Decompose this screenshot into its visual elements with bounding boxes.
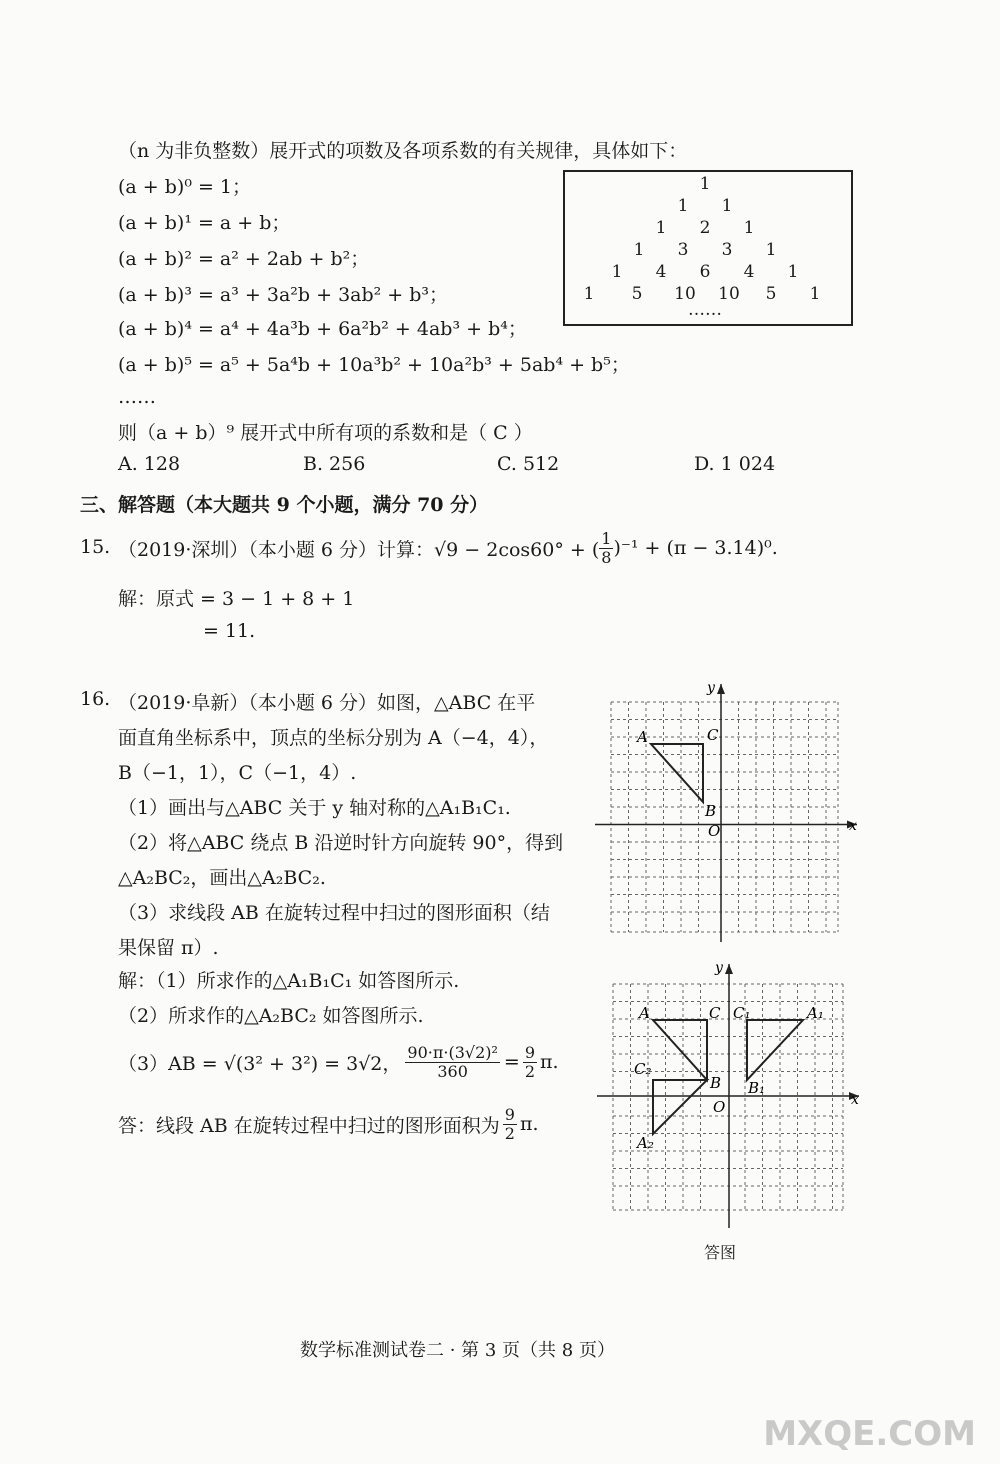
q16-solution-2: （2）所求作的△A₂BC₂ 如答图所示. [118, 1005, 424, 1027]
pascal-number: 6 [699, 262, 711, 282]
pascal-number: 1 [787, 262, 799, 282]
pascal-number: 10 [674, 284, 696, 304]
label-b: B [705, 802, 717, 820]
pascal-number: 1 [583, 284, 595, 304]
pascal-number: 1 [633, 240, 645, 260]
label-b1: B₁ [748, 1079, 766, 1097]
pascal-number: 1 [765, 240, 777, 260]
pascal-number: 5 [765, 284, 777, 304]
pascal-number: 1 [655, 218, 667, 238]
label-c2: C₂ [634, 1060, 652, 1078]
q16-answer-den: 2 [504, 1123, 515, 1143]
q16-answer-end: π. [519, 1113, 539, 1135]
figure-caption: 答图 [704, 1243, 737, 1262]
pascal-number: 4 [655, 262, 667, 282]
expansion-4: (a + b)⁴ = a⁴ + 4a³b + 6a²b² + 4ab³ + b⁴； [118, 318, 527, 340]
q16-line: （2019·阜新）（本小题 6 分）如图，△ABC 在平 [118, 692, 536, 714]
pascal-number: 3 [721, 240, 733, 260]
q15-number: 15. [80, 536, 111, 558]
watermark-logo: MXQE.COM [763, 1414, 976, 1454]
q16-answer-a: 答：线段 AB 在旋转过程中扫过的图形面积为 [118, 1114, 500, 1137]
q16-line: △A₂BC₂，画出△A₂BC₂. [118, 867, 326, 889]
expansion-2: (a + b)² = a² + 2ab + b²； [118, 248, 370, 270]
label-o: O [708, 822, 721, 840]
expansion-0: (a + b)⁰ = 1； [118, 176, 252, 198]
q15-stem-b: )⁻¹ + (π − 3.14)⁰. [613, 537, 778, 559]
q14-option-c: C. 512 [497, 453, 560, 475]
label-a2: A₂ [637, 1134, 654, 1152]
q16-sol3-rden: 2 [524, 1061, 536, 1081]
pascal-number: 1 [699, 174, 711, 194]
q16-sol3-num: 90·π·(3√2)² [407, 1042, 498, 1062]
q16-answer-num: 9 [504, 1104, 515, 1124]
label-x: x [849, 818, 857, 834]
y-axis-arrow-icon [717, 684, 725, 694]
q16-answer-fraction [503, 1106, 517, 1142]
q15-solution-1: 解：原式 = 3 − 1 + 8 + 1 [118, 588, 355, 610]
q14-option-b: B. 256 [303, 453, 366, 475]
q14-option-d: D. 1 024 [694, 453, 776, 475]
label-o: O [713, 1098, 726, 1116]
label-a1: A₁ [807, 1004, 824, 1022]
q16-answer [118, 1100, 538, 1148]
label-c: C [709, 1004, 721, 1022]
q15-fraction [599, 530, 613, 566]
expansion-5: (a + b)⁵ = a⁵ + 5a⁴b + 10a³b² + 10a²b³ + 5ab⁴ + b⁵； [118, 354, 630, 376]
label-y: y [715, 960, 723, 976]
q16-line: 果保留 π）. [118, 937, 219, 959]
q16-sol3-fraction [405, 1044, 500, 1080]
triangle-abc [651, 744, 703, 802]
pascal-number: 1 [677, 196, 689, 216]
label-c1: C₁ [733, 1004, 751, 1022]
label-b: B [710, 1074, 722, 1092]
q16-line: B（−1，1），C（−1，4）. [118, 762, 357, 784]
label-a: A [639, 1004, 650, 1022]
q15-frac-den: 8 [601, 547, 612, 567]
q16-line: 面直角坐标系中，顶点的坐标分别为 A（−4，4）， [118, 727, 549, 749]
label-a: A [637, 728, 648, 746]
pascal-number: 1 [809, 284, 821, 304]
q16-sol3-eq: = [503, 1051, 520, 1073]
pascal-number: 1 [743, 218, 755, 238]
pascal-number: 2 [699, 218, 711, 238]
pascal-number: 4 [743, 262, 755, 282]
q14-option-a: A. 128 [118, 453, 181, 475]
triangle-a2bc2 [653, 1080, 707, 1134]
figure-1-coordinate-grid [595, 676, 865, 942]
section-heading: 三、解答题（本大题共 9 个小题，满分 70 分） [80, 494, 489, 516]
q15-stem [118, 526, 778, 570]
q16-sol3-rnum: 9 [524, 1042, 536, 1062]
q14-stem: 则（a + b）⁹ 展开式中所有项的系数和是（ C ） [118, 422, 533, 444]
q16-line: （3）求线段 AB 在旋转过程中扫过的图形面积（结 [118, 902, 550, 924]
label-c: C [707, 726, 719, 744]
intro-text: （n 为非负整数）展开式的项数及各项系数的有关规律，具体如下： [118, 140, 688, 162]
q15-frac-num: 1 [601, 528, 612, 548]
q16-sol3-a: （3）AB = √(3² + 3²) = 3√2， [118, 1052, 402, 1075]
pascal-number: 1 [611, 262, 623, 282]
label-y: y [707, 680, 715, 696]
pascal-number: 5 [631, 284, 643, 304]
pascal-number: 3 [677, 240, 689, 260]
page-footer: 数学标准测试卷二 · 第 3 页（共 8 页） [300, 1340, 615, 1361]
expansion-3: (a + b)³ = a³ + 3a²b + 3ab² + b³； [118, 284, 449, 306]
label-x: x [851, 1092, 859, 1108]
q16-number: 16. [80, 688, 111, 710]
q16-line: （1）画出与△ABC 关于 y 轴对称的△A₁B₁C₁. [118, 797, 511, 819]
pascal-ellipsis: …… [688, 300, 722, 320]
expansion-1: (a + b)¹ = a + b； [118, 212, 291, 234]
figure-2-answer-grid [597, 958, 867, 1228]
q16-sol3-den: 360 [437, 1061, 468, 1081]
pascal-number: 10 [718, 284, 740, 304]
q15-stem-a: （2019·深圳）（本小题 6 分）计算：√9 − 2cos60° + ( [118, 538, 600, 561]
q15-solution-2: = 11. [203, 620, 256, 642]
q16-line: （2）将△ABC 绕点 B 沿逆时针方向旋转 90°，得到 [118, 832, 564, 854]
q16-sol3-result [523, 1044, 537, 1080]
pascal-triangle-box [563, 170, 853, 326]
q16-solution-1: 解：（1）所求作的△A₁B₁C₁ 如答图所示. [118, 970, 460, 992]
q16-solution-3 [118, 1038, 559, 1086]
pascal-number: 1 [721, 196, 733, 216]
q16-sol3-end: π. [540, 1051, 559, 1073]
expansion-ellipsis: …… [118, 386, 156, 408]
y-axis-arrow-icon [725, 964, 733, 974]
